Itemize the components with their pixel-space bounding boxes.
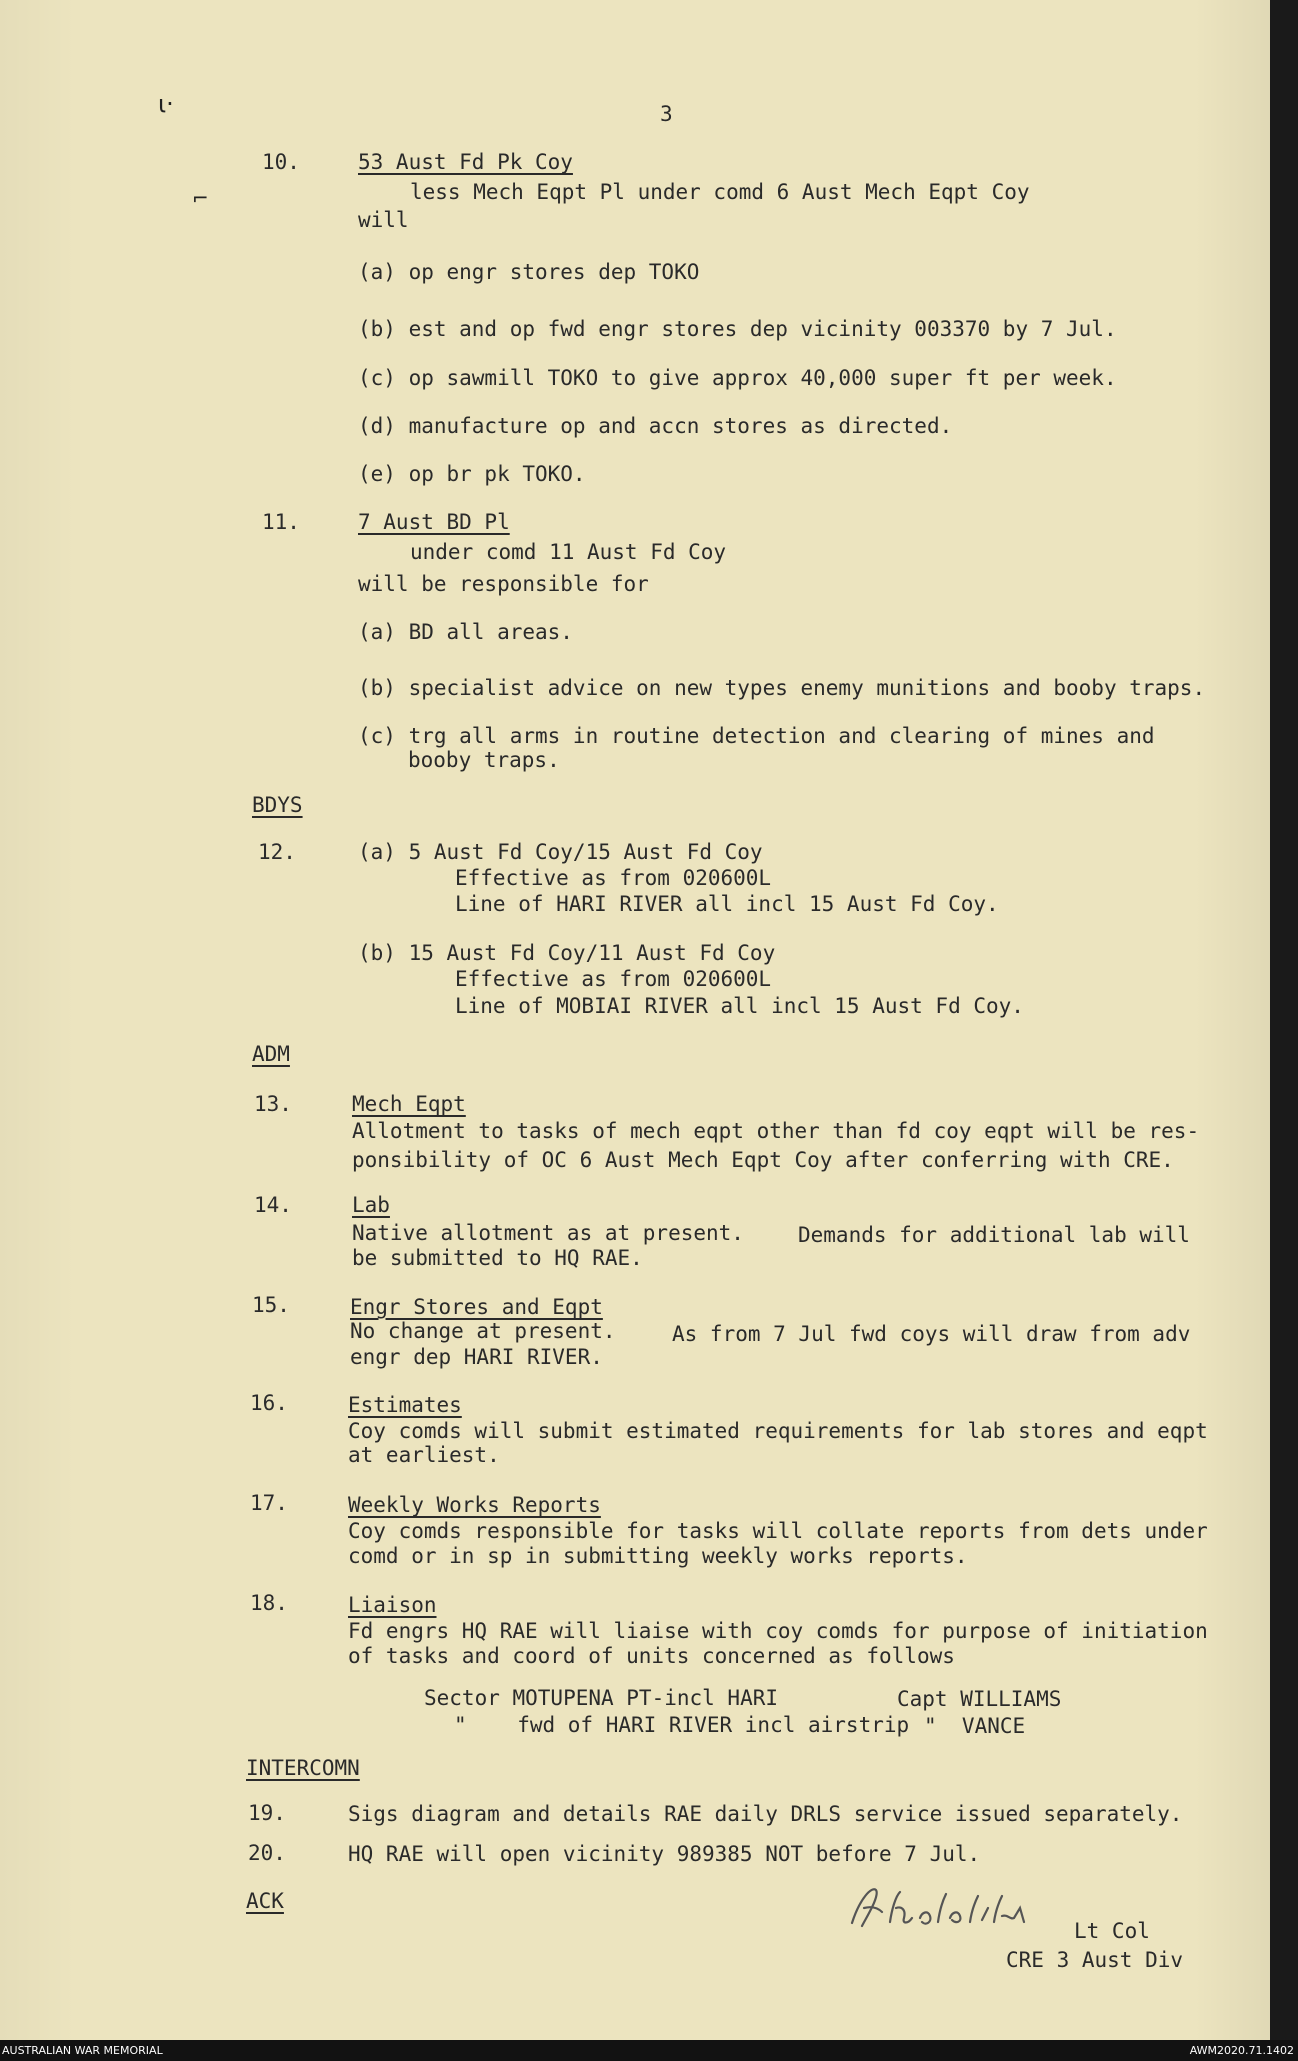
para-15-line: As from 7 Jul fwd coys will draw from adv xyxy=(672,1322,1191,1346)
para-20-line: HQ RAE will open vicinity 989385 NOT before 7 Jul. xyxy=(348,1842,981,1866)
liaison-officer: " VANCE xyxy=(924,1714,1026,1738)
para-10-item: (a) op engr stores dep TOKO xyxy=(358,260,700,284)
para-10-title: 53 Aust Fd Pk Coy xyxy=(358,150,573,174)
footer-institution: AUSTRALIAN WAR MEMORIAL xyxy=(2,2044,163,2057)
signatory-appointment: CRE 3 Aust Div xyxy=(1006,1948,1184,1972)
para-11-item: booby traps. xyxy=(408,748,560,772)
para-12-number: 12. xyxy=(258,840,296,864)
signatory-rank: Lt Col xyxy=(1074,1919,1150,1943)
para-15-line: engr dep HARI RIVER. xyxy=(350,1345,603,1369)
para-10-item: (e) op br pk TOKO. xyxy=(358,462,586,486)
para-10-number: 10. xyxy=(262,150,300,174)
footer-accession-number: AWM2020.71.1402 xyxy=(1189,2044,1294,2057)
liaison-sector: " fwd of HARI RIVER incl airstrip xyxy=(454,1713,910,1737)
para-16-line: at earliest. xyxy=(348,1443,500,1467)
para-18-number: 18. xyxy=(250,1591,288,1615)
para-17-line: comd or in sp in submitting weekly works reports. xyxy=(348,1544,968,1568)
heading-ack: ACK xyxy=(246,1889,284,1913)
para-11-line: will be responsible for xyxy=(358,572,649,596)
page-edge-shadow xyxy=(1270,0,1298,2040)
para-20-number: 20. xyxy=(248,1841,286,1865)
para-12-item: Line of MOBIAI RIVER all incl 15 Aust Fd Coy. xyxy=(455,994,1024,1018)
para-13-title: Mech Eqpt xyxy=(352,1092,466,1116)
para-12-item: (b) 15 Aust Fd Coy/11 Aust Fd Coy xyxy=(358,941,776,965)
para-13-line: Allotment to tasks of mech eqpt other than fd coy eqpt will be res- xyxy=(352,1119,1200,1143)
para-15-title: Engr Stores and Eqpt xyxy=(350,1295,603,1319)
para-17-number: 17. xyxy=(250,1491,288,1515)
para-12-item: Effective as from 020600L xyxy=(455,967,772,991)
para-14-line: Native allotment as at present. xyxy=(352,1221,744,1245)
para-14-line: Demands for additional lab will xyxy=(798,1223,1190,1247)
para-11-item: (a) BD all areas. xyxy=(358,620,573,644)
para-13-line: ponsibility of OC 6 Aust Mech Eqpt Coy after conferring with CRE. xyxy=(352,1148,1174,1172)
liaison-sector: Sector MOTUPENA PT-incl HARI xyxy=(424,1686,779,1710)
para-16-line: Coy comds will submit estimated requirements for lab stores and eqpt xyxy=(348,1419,1208,1443)
para-11-item: (c) trg all arms in routine detection and clearing of mines and xyxy=(358,724,1155,748)
para-15-line: No change at present. xyxy=(350,1319,616,1343)
para-14-title: Lab xyxy=(352,1193,390,1217)
para-14-number: 14. xyxy=(254,1193,292,1217)
para-14-line: be submitted to HQ RAE. xyxy=(352,1246,643,1270)
para-18-line: of tasks and coord of units concerned as follows xyxy=(348,1644,955,1668)
para-13-number: 13. xyxy=(254,1092,292,1116)
para-11-item: (b) specialist advice on new types enemy munitions and booby traps. xyxy=(358,676,1206,700)
para-10-line: less Mech Eqpt Pl under comd 6 Aust Mech Eqpt Coy xyxy=(410,180,1030,204)
para-10-item: (b) est and op fwd engr stores dep vicinity 003370 by 7 Jul. xyxy=(358,317,1117,341)
para-19-number: 19. xyxy=(248,1801,286,1825)
para-19-line: Sigs diagram and details RAE daily DRLS service issued separately. xyxy=(348,1802,1183,1826)
para-12-item: Effective as from 020600L xyxy=(455,866,772,890)
para-11-title: 7 Aust BD Pl xyxy=(358,510,510,534)
margin-mark-top: ι· xyxy=(158,90,174,118)
para-10-item: (c) op sawmill TOKO to give approx 40,000 super ft per week. xyxy=(358,366,1117,390)
para-18-line: Fd engrs HQ RAE will liaise with coy comds for purpose of initiation xyxy=(348,1619,1208,1643)
page-number: 3 xyxy=(660,102,673,126)
heading-intercomn: INTERCOMN xyxy=(246,1756,360,1780)
para-18-title: Liaison xyxy=(348,1593,437,1617)
margin-mark-second: ⌐ xyxy=(192,186,209,210)
liaison-officer: Capt WILLIAMS xyxy=(897,1687,1062,1711)
heading-bdys: BDYS xyxy=(252,793,303,817)
para-10-line: will xyxy=(358,208,409,232)
handwritten-signature xyxy=(842,1878,1082,1938)
para-17-title: Weekly Works Reports xyxy=(348,1493,601,1517)
para-12-item: (a) 5 Aust Fd Coy/15 Aust Fd Coy xyxy=(358,840,763,864)
para-16-number: 16. xyxy=(250,1391,288,1415)
para-11-number: 11. xyxy=(262,510,300,534)
para-10-item: (d) manufacture op and accn stores as directed. xyxy=(358,414,953,438)
para-16-title: Estimates xyxy=(348,1393,462,1417)
para-15-number: 15. xyxy=(252,1293,290,1317)
para-11-line: under comd 11 Aust Fd Coy xyxy=(410,540,727,564)
para-17-line: Coy comds responsible for tasks will collate reports from dets under xyxy=(348,1519,1208,1543)
heading-adm: ADM xyxy=(252,1042,290,1066)
para-12-item: Line of HARI RIVER all incl 15 Aust Fd Coy. xyxy=(455,892,999,916)
